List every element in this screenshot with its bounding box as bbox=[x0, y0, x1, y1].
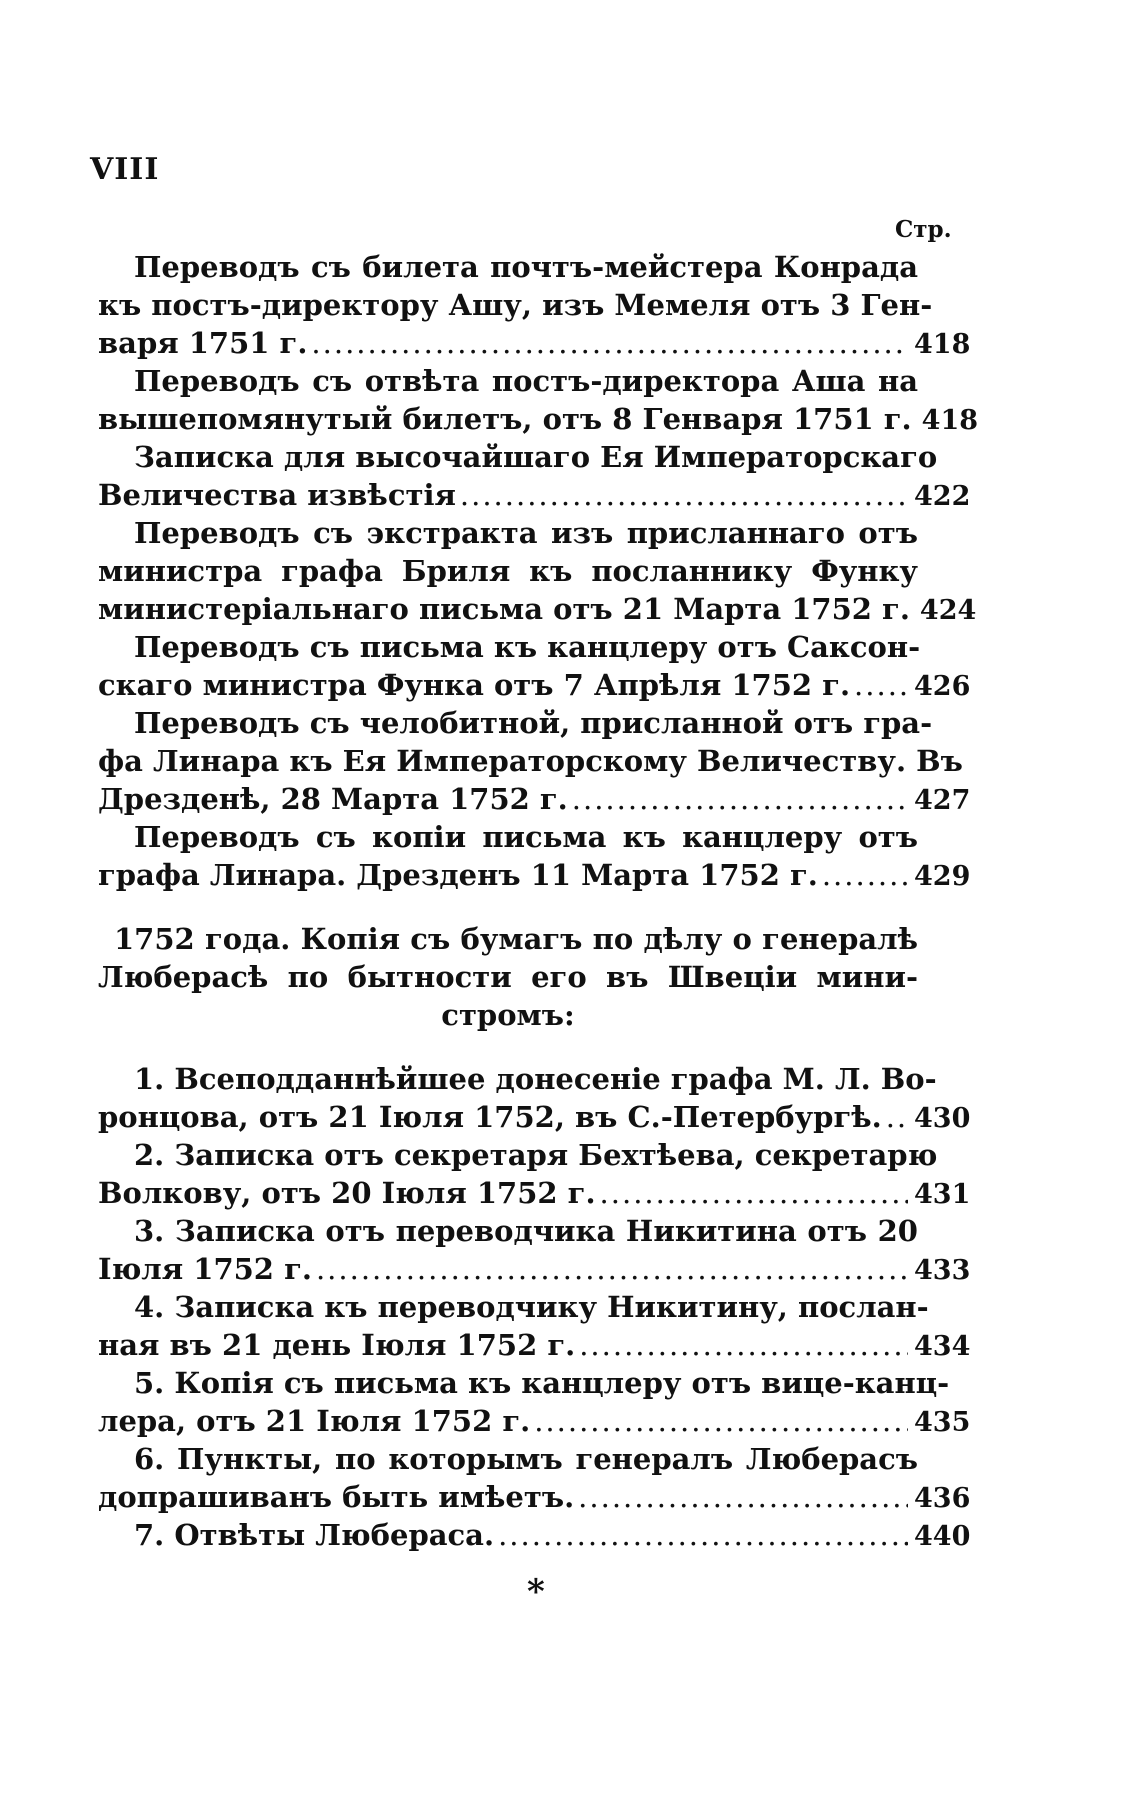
toc-entry bbox=[98, 1516, 971, 1554]
toc-entry bbox=[98, 1364, 971, 1440]
dot-leader bbox=[572, 780, 908, 818]
toc-page-number: 436 bbox=[914, 1483, 971, 1514]
toc-page-number: 429 bbox=[914, 861, 971, 892]
section-heading-line: Люберасѣ по бытности его въ Швеціи мини- bbox=[98, 960, 918, 994]
toc-entry-title: ная въ 21 день Іюля 1752 г. bbox=[98, 1328, 576, 1362]
toc-entry-line: Переводъ съ билета почтъ-мейстера Конрада bbox=[134, 250, 918, 284]
toc-entry-last-line bbox=[98, 1326, 971, 1364]
dot-leader bbox=[600, 1174, 908, 1212]
dot-leader bbox=[316, 1250, 908, 1288]
toc-entry-last-line bbox=[98, 1516, 971, 1554]
toc-entry bbox=[98, 362, 979, 438]
toc-page-number: 427 bbox=[914, 785, 971, 816]
toc-page-number: 418 bbox=[921, 405, 979, 436]
toc-entry-line: 2. Записка отъ секретаря Бехтѣева, секретарю bbox=[134, 1138, 938, 1172]
toc-entry bbox=[98, 1060, 971, 1136]
toc-page-number: 434 bbox=[914, 1331, 971, 1362]
toc-entry bbox=[98, 248, 971, 362]
toc-entry bbox=[98, 1440, 971, 1516]
toc-entry-last-line bbox=[98, 400, 979, 438]
toc-entry bbox=[98, 1288, 971, 1364]
toc-entry-title: министеріальнаго письма отъ 21 Марта 1752 г. bbox=[98, 592, 910, 626]
toc-entry-last-line bbox=[98, 1478, 971, 1516]
toc-entry bbox=[98, 514, 977, 628]
toc-entry-line: Переводъ съ челобитной, присланной отъ гра- bbox=[134, 706, 933, 740]
toc-entry-line: фа Линара къ Ея Императорскому Величеству. Въ bbox=[98, 744, 963, 778]
toc-entry bbox=[98, 438, 971, 514]
column-header-page: Стр. bbox=[895, 216, 952, 243]
toc-entry-last-line bbox=[98, 1098, 971, 1136]
toc-entry-line: Переводъ съ отвѣта постъ-директора Аша на bbox=[134, 364, 918, 398]
toc-entry-title: варя 1751 г. bbox=[98, 326, 308, 360]
toc-entry-line: 4. Записка къ переводчику Никитину, послан- bbox=[134, 1290, 929, 1324]
toc-entry-last-line bbox=[98, 476, 971, 514]
end-asterisk: * bbox=[527, 1572, 545, 1612]
toc-page-number: 418 bbox=[914, 329, 971, 360]
toc-entry-line: Записка для высочайшаго Ея Императорскаго bbox=[134, 440, 938, 474]
toc-page-number: 426 bbox=[914, 671, 971, 702]
toc-list-a bbox=[98, 248, 979, 894]
toc-page-number: 435 bbox=[914, 1407, 971, 1438]
toc-entry-last-line bbox=[98, 590, 977, 628]
section-heading bbox=[98, 920, 918, 1034]
page-number: VIII bbox=[90, 152, 160, 187]
toc-entry-title: графа Линара. Дрезденъ 11 Марта 1752 г. bbox=[98, 858, 818, 892]
toc-entry-line: 1. Всеподданнѣйшее донесеніе графа М. Л. Во- bbox=[134, 1062, 937, 1096]
toc-page-number: 431 bbox=[914, 1179, 971, 1210]
dot-leader bbox=[498, 1516, 908, 1554]
toc-page-number: 422 bbox=[914, 481, 971, 512]
toc-entry bbox=[98, 1212, 971, 1288]
toc-page-number: 433 bbox=[914, 1255, 971, 1286]
toc-page-number: 430 bbox=[914, 1103, 971, 1134]
toc-entry-title: лера, отъ 21 Іюля 1752 г. bbox=[98, 1404, 531, 1438]
dot-leader bbox=[822, 856, 908, 894]
toc-entry-title: скаго министра Функа отъ 7 Апрѣля 1752 г. bbox=[98, 668, 851, 702]
toc-entry-line: Переводъ съ копіи письма къ канцлеру отъ bbox=[134, 820, 918, 854]
section-heading-line: стромъ: bbox=[441, 998, 575, 1032]
toc-entry-title: допрашиванъ быть имѣетъ. bbox=[98, 1480, 575, 1514]
dot-leader bbox=[578, 1478, 908, 1516]
toc-entry-title: Волкову, отъ 20 Іюля 1752 г. bbox=[98, 1176, 596, 1210]
dot-leader bbox=[854, 666, 908, 704]
toc-entry-last-line bbox=[98, 324, 971, 362]
dot-leader bbox=[460, 476, 908, 514]
section-heading-line: 1752 года. Копія съ бумагъ по дѣлу о генералѣ bbox=[114, 922, 918, 956]
toc-entry-line: Переводъ съ экстракта изъ присланнаго отъ bbox=[134, 516, 918, 550]
toc-entry-title: Іюля 1752 г. bbox=[98, 1252, 312, 1286]
toc-entry-line: Переводъ съ письма къ канцлеру отъ Саксон- bbox=[134, 630, 921, 664]
toc-entry-last-line bbox=[98, 856, 971, 894]
toc-entry-title: вышепомянутый билетъ, отъ 8 Генваря 1751 г. bbox=[98, 402, 912, 436]
dot-leader bbox=[579, 1326, 908, 1364]
dot-leader bbox=[311, 324, 908, 362]
toc-entry-line: 5. Копія съ письма къ канцлеру отъ вице-канц- bbox=[134, 1366, 950, 1400]
toc-entry-title: Дрезденѣ, 28 Марта 1752 г. bbox=[98, 782, 568, 816]
toc-entry bbox=[98, 628, 971, 704]
toc-entry-last-line bbox=[98, 1250, 971, 1288]
toc-entry-line: къ постъ-директору Ашу, изъ Мемеля отъ 3 Ген- bbox=[98, 288, 933, 322]
toc-page-number: 440 bbox=[914, 1521, 971, 1552]
toc-entry-title: Величества извѣстія bbox=[98, 478, 456, 512]
toc-entry-title: ронцова, отъ 21 Іюля 1752, въ С.-Петербургѣ. bbox=[98, 1100, 882, 1134]
dot-leader bbox=[886, 1098, 908, 1136]
toc-entry bbox=[98, 818, 971, 894]
toc-entry-line: 3. Записка отъ переводчика Никитина отъ 20 bbox=[134, 1214, 918, 1248]
toc-entry-line: 6. Пункты, по которымъ генералъ Люберасъ bbox=[134, 1442, 918, 1476]
toc-page-number: 424 bbox=[919, 595, 977, 626]
toc-entry-last-line bbox=[98, 780, 971, 818]
toc-entry bbox=[98, 1136, 971, 1212]
dot-leader bbox=[534, 1402, 908, 1440]
toc-list-b bbox=[98, 1060, 971, 1554]
toc-entry-line: министра графа Бриля къ посланнику Функу bbox=[98, 554, 918, 588]
toc-entry-title: 7. Отвѣты Любераса. bbox=[134, 1518, 495, 1552]
toc-entry bbox=[98, 704, 971, 818]
toc-entry-last-line bbox=[98, 1402, 971, 1440]
toc-entry-last-line bbox=[98, 666, 971, 704]
toc-entry-last-line bbox=[98, 1174, 971, 1212]
